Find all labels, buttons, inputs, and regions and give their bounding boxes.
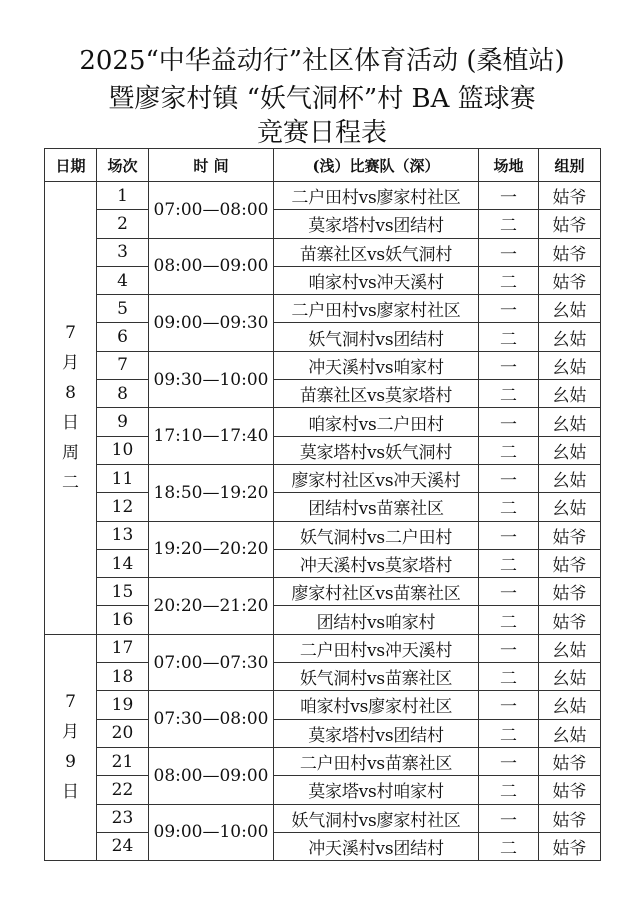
group-cell: 姑爷 xyxy=(539,521,601,549)
table-row xyxy=(45,210,601,238)
match-no-cell: 2 xyxy=(97,210,149,238)
table-row xyxy=(45,323,601,351)
table-row xyxy=(45,521,601,549)
group-cell: 幺姑 xyxy=(539,493,601,521)
group-cell: 姑爷 xyxy=(539,210,601,238)
match-no-cell: 23 xyxy=(97,804,149,832)
table-row xyxy=(45,578,601,606)
date-char: 周 xyxy=(62,442,79,463)
group-cell: 姑爷 xyxy=(539,606,601,634)
table-row xyxy=(45,606,601,634)
table-row xyxy=(45,464,601,492)
time-cell: 08:00—09:00 xyxy=(149,238,274,295)
teams-cell: 冲天溪村vs团结村 xyxy=(274,832,479,860)
venue-cell: 一 xyxy=(479,634,539,662)
time-cell: 09:30—10:00 xyxy=(149,351,274,408)
teams-cell: 妖气洞村vs苗寨社区 xyxy=(274,663,479,691)
teams-cell: 冲天溪村vs莫家塔村 xyxy=(274,549,479,577)
date-char: 二 xyxy=(62,472,79,493)
match-no-cell: 11 xyxy=(97,464,149,492)
venue-cell: 一 xyxy=(479,464,539,492)
header-teams: (浅）比赛队（深） xyxy=(274,149,479,182)
venue-cell: 二 xyxy=(479,549,539,577)
teams-cell: 莫家塔村vs团结村 xyxy=(274,210,479,238)
venue-cell: 一 xyxy=(479,182,539,210)
table-row xyxy=(45,182,601,210)
match-no-cell: 9 xyxy=(97,408,149,436)
teams-cell: 团结村vs咱家村 xyxy=(274,606,479,634)
venue-cell: 二 xyxy=(479,719,539,747)
venue-cell: 二 xyxy=(479,776,539,804)
venue-cell: 一 xyxy=(479,521,539,549)
time-cell: 07:00—08:00 xyxy=(149,182,274,239)
teams-cell: 苗寨社区vs莫家塔村 xyxy=(274,380,479,408)
teams-cell: 妖气洞村vs廖家村社区 xyxy=(274,804,479,832)
table-row xyxy=(45,380,601,408)
venue-cell: 一 xyxy=(479,804,539,832)
header-time: 时 间 xyxy=(149,149,274,182)
group-cell: 幺姑 xyxy=(539,408,601,436)
venue-cell: 二 xyxy=(479,493,539,521)
date-char: 7 xyxy=(65,322,76,343)
time-cell: 19:20—20:20 xyxy=(149,521,274,578)
table-row xyxy=(45,351,601,379)
table-row xyxy=(45,719,601,747)
group-cell: 姑爷 xyxy=(539,266,601,294)
table-row xyxy=(45,549,601,577)
group-cell: 幺姑 xyxy=(539,663,601,691)
teams-cell: 莫家塔vs村咱家村 xyxy=(274,776,479,804)
group-cell: 姑爷 xyxy=(539,776,601,804)
group-cell: 幺姑 xyxy=(539,295,601,323)
group-cell: 幺姑 xyxy=(539,351,601,379)
time-cell: 09:00—09:30 xyxy=(149,295,274,352)
table-row xyxy=(45,804,601,832)
table-row xyxy=(45,776,601,804)
table-row xyxy=(45,747,601,775)
group-cell: 幺姑 xyxy=(539,464,601,492)
table-row xyxy=(45,832,601,860)
match-no-cell: 24 xyxy=(97,832,149,860)
match-no-cell: 6 xyxy=(97,323,149,351)
venue-cell: 二 xyxy=(479,210,539,238)
venue-cell: 一 xyxy=(479,408,539,436)
header-venue: 场地 xyxy=(479,149,539,182)
venue-cell: 二 xyxy=(479,606,539,634)
time-cell: 18:50—19:20 xyxy=(149,464,274,521)
match-no-cell: 18 xyxy=(97,663,149,691)
venue-cell: 二 xyxy=(479,436,539,464)
venue-cell: 二 xyxy=(479,380,539,408)
venue-cell: 二 xyxy=(479,323,539,351)
schedule-table xyxy=(44,148,601,861)
teams-cell: 二户田村vs冲天溪村 xyxy=(274,634,479,662)
group-cell: 幺姑 xyxy=(539,323,601,351)
group-cell: 姑爷 xyxy=(539,747,601,775)
table-row xyxy=(45,493,601,521)
match-no-cell: 1 xyxy=(97,182,149,210)
time-cell: 07:30—08:00 xyxy=(149,691,274,748)
teams-cell: 廖家村社区vs冲天溪村 xyxy=(274,464,479,492)
venue-cell: 二 xyxy=(479,266,539,294)
date-char: 日 xyxy=(62,782,79,803)
teams-cell: 冲天溪村vs咱家村 xyxy=(274,351,479,379)
match-no-cell: 20 xyxy=(97,719,149,747)
venue-cell: 二 xyxy=(479,663,539,691)
title-line-3: 竞赛日程表 xyxy=(256,118,387,148)
date-cell xyxy=(45,634,97,860)
match-no-cell: 13 xyxy=(97,521,149,549)
group-cell: 幺姑 xyxy=(539,380,601,408)
date-char: 月 xyxy=(62,352,79,373)
group-cell: 幺姑 xyxy=(539,634,601,662)
date-char: 8 xyxy=(65,382,76,403)
table-row xyxy=(45,663,601,691)
date-char: 9 xyxy=(65,752,76,773)
group-cell: 幺姑 xyxy=(539,436,601,464)
table-row xyxy=(45,266,601,294)
venue-cell: 一 xyxy=(479,747,539,775)
teams-cell: 二户田村vs苗寨社区 xyxy=(274,747,479,775)
time-cell: 07:00—07:30 xyxy=(149,634,274,691)
group-cell: 姑爷 xyxy=(539,182,601,210)
venue-cell: 一 xyxy=(479,691,539,719)
title-line-1: 2025“中华益动行”社区体育活动 (桑植站) xyxy=(79,46,565,76)
venue-cell: 二 xyxy=(479,832,539,860)
time-cell: 08:00—09:00 xyxy=(149,747,274,804)
table-row xyxy=(45,691,601,719)
group-cell: 幺姑 xyxy=(539,691,601,719)
group-cell: 姑爷 xyxy=(539,832,601,860)
date-char: 月 xyxy=(62,722,79,743)
date-char: 日 xyxy=(62,412,79,433)
table-row xyxy=(45,238,601,266)
match-no-cell: 8 xyxy=(97,380,149,408)
header-match-no: 场次 xyxy=(97,149,149,182)
teams-cell: 莫家塔村vs妖气洞村 xyxy=(274,436,479,464)
table-row xyxy=(45,408,601,436)
header-row xyxy=(45,149,601,182)
header-date: 日期 xyxy=(45,149,97,182)
group-cell: 姑爷 xyxy=(539,238,601,266)
group-cell: 姑爷 xyxy=(539,804,601,832)
match-no-cell: 16 xyxy=(97,606,149,634)
teams-cell: 二户田村vs廖家村社区 xyxy=(274,295,479,323)
match-no-cell: 3 xyxy=(97,238,149,266)
venue-cell: 一 xyxy=(479,295,539,323)
match-no-cell: 12 xyxy=(97,493,149,521)
teams-cell: 苗寨社区vs妖气洞村 xyxy=(274,238,479,266)
match-no-cell: 4 xyxy=(97,266,149,294)
teams-cell: 咱家村vs廖家村社区 xyxy=(274,691,479,719)
header-group: 组别 xyxy=(539,149,601,182)
group-cell: 姑爷 xyxy=(539,549,601,577)
match-no-cell: 19 xyxy=(97,691,149,719)
teams-cell: 团结村vs苗寨社区 xyxy=(274,493,479,521)
table-row xyxy=(45,436,601,464)
match-no-cell: 14 xyxy=(97,549,149,577)
match-no-cell: 15 xyxy=(97,578,149,606)
table-row xyxy=(45,634,601,662)
match-no-cell: 5 xyxy=(97,295,149,323)
teams-cell: 二户田村vs廖家村社区 xyxy=(274,182,479,210)
venue-cell: 一 xyxy=(479,238,539,266)
date-cell xyxy=(45,182,97,635)
time-cell: 17:10—17:40 xyxy=(149,408,274,465)
date-char: 7 xyxy=(65,692,76,713)
time-cell: 20:20—21:20 xyxy=(149,578,274,635)
match-no-cell: 10 xyxy=(97,436,149,464)
teams-cell: 咱家村vs二户田村 xyxy=(274,408,479,436)
teams-cell: 妖气洞村vs团结村 xyxy=(274,323,479,351)
venue-cell: 一 xyxy=(479,351,539,379)
group-cell: 姑爷 xyxy=(539,578,601,606)
time-cell: 09:00—10:00 xyxy=(149,804,274,861)
table-row xyxy=(45,295,601,323)
teams-cell: 妖气洞村vs二户田村 xyxy=(274,521,479,549)
match-no-cell: 21 xyxy=(97,747,149,775)
match-no-cell: 7 xyxy=(97,351,149,379)
title-line-2: 暨廖家村镇 “妖气洞杯”村 BA 篮球赛 xyxy=(108,84,536,114)
match-no-cell: 17 xyxy=(97,634,149,662)
group-cell: 幺姑 xyxy=(539,719,601,747)
teams-cell: 咱家村vs冲天溪村 xyxy=(274,266,479,294)
match-no-cell: 22 xyxy=(97,776,149,804)
teams-cell: 莫家塔村vs团结村 xyxy=(274,719,479,747)
venue-cell: 一 xyxy=(479,578,539,606)
teams-cell: 廖家村社区vs苗寨社区 xyxy=(274,578,479,606)
